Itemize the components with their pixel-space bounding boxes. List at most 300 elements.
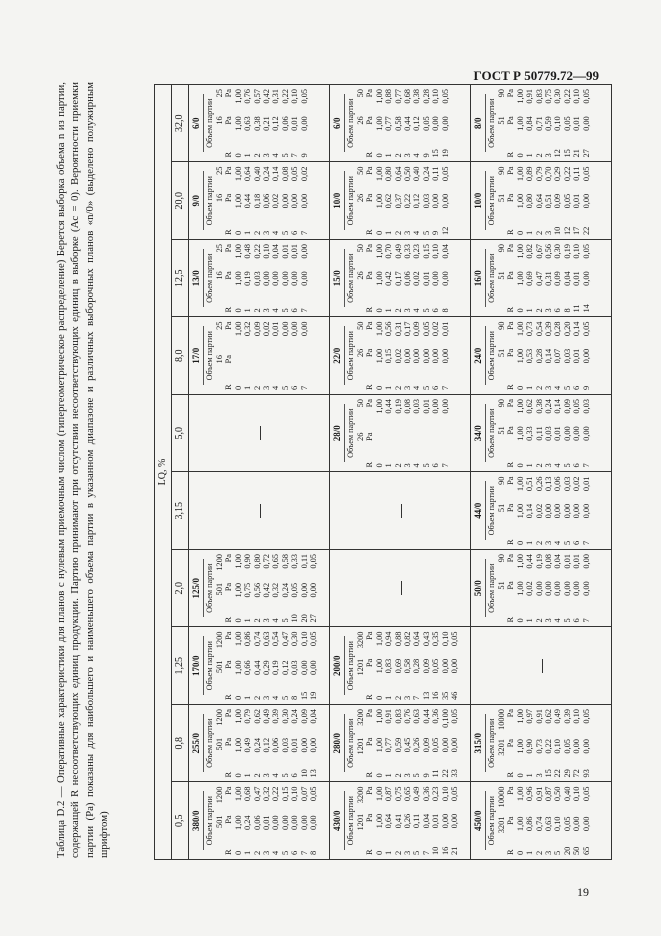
plan-underline: [202, 249, 204, 308]
value: 0,24: [290, 709, 300, 724]
value: 6: [290, 385, 300, 390]
value: 19: [440, 149, 450, 158]
value: 0,19: [243, 271, 253, 286]
value: 1: [243, 850, 253, 855]
value-row: [516, 166, 525, 237]
value: 0,39: [544, 321, 554, 337]
value-row: [431, 243, 440, 314]
value: 0,00: [299, 244, 309, 259]
value: 0,05: [562, 816, 572, 832]
value: 1,00: [233, 786, 243, 802]
value-row: [384, 321, 393, 392]
value: 0,14: [271, 166, 281, 182]
value: 0,44: [421, 709, 431, 724]
value: 5: [421, 463, 431, 468]
value: 0: [515, 463, 525, 468]
plan-cell: [189, 239, 329, 317]
value: 9: [421, 153, 431, 158]
lot-size: 90: [497, 554, 506, 563]
value: 0,00: [572, 503, 582, 519]
plan-underline: [343, 637, 345, 696]
lot-size: 16: [215, 116, 224, 125]
value-row: [412, 398, 421, 469]
value-header: Pa: [224, 355, 234, 364]
value: 0,14: [525, 503, 535, 519]
lot-size: 51: [497, 348, 506, 358]
value: 0,33: [290, 554, 300, 569]
value: 0,00: [581, 271, 591, 286]
plan-title: 50/0: [473, 580, 483, 597]
value: 5: [280, 308, 290, 313]
lot-size: 26: [356, 271, 365, 280]
value-header: R: [506, 384, 516, 390]
values-table: [215, 631, 318, 702]
value-row: [582, 786, 591, 857]
value: 0,10: [440, 631, 450, 647]
value: 0,54: [534, 321, 544, 337]
value: 0,00: [581, 581, 591, 596]
value: 5: [562, 463, 572, 468]
value: 1,00: [233, 737, 243, 753]
value: 0,00: [581, 348, 591, 364]
value: 0,04: [271, 244, 281, 259]
lot-size: 501: [215, 660, 224, 673]
dash-mark: [260, 426, 261, 440]
lot-sizes-row: [215, 631, 224, 702]
value: 27: [581, 149, 591, 158]
lot-sizes-row: [356, 708, 365, 779]
values-table: [497, 166, 591, 237]
value-header: R: [224, 616, 234, 623]
values-table: [356, 321, 450, 392]
plan-title: 34/0: [473, 425, 483, 442]
value: 0,91: [525, 89, 535, 104]
value: 10: [299, 769, 309, 778]
plan-cell: [330, 627, 470, 705]
value: 0,06: [252, 815, 262, 831]
value: 0,00: [450, 658, 460, 674]
value-row: [563, 243, 572, 314]
value-row: [290, 243, 299, 314]
value: 1: [384, 385, 394, 390]
value-header: Pa: [224, 815, 234, 824]
value: 5: [412, 773, 422, 778]
value: 1,00: [515, 89, 525, 104]
value: 0,01: [581, 476, 591, 492]
value-row: [431, 321, 440, 392]
values-table: [356, 398, 450, 469]
value: 1: [243, 153, 253, 158]
value: 0,00: [581, 739, 591, 754]
value: 0,01: [421, 399, 431, 414]
lot-sizes-row: [497, 88, 506, 159]
value: 0,83: [393, 709, 403, 724]
value: 0,56: [252, 582, 262, 598]
value-header-row: [224, 88, 233, 159]
value: 0,37: [393, 193, 403, 209]
value: 0,11: [572, 166, 582, 181]
lot-size-label: Объем партии: [346, 408, 355, 458]
value-header: Pa: [506, 739, 516, 748]
lot-size: [497, 840, 506, 856]
plan-underline: [202, 172, 204, 231]
value-row: [403, 398, 412, 469]
value: 1,00: [374, 89, 384, 104]
value: 1,00: [374, 244, 384, 259]
value-row: [262, 553, 271, 624]
value: 0,10: [431, 89, 441, 104]
value: 0,63: [262, 631, 272, 647]
value: 72: [572, 769, 582, 778]
value-header: Pa: [365, 166, 375, 175]
value-row: [262, 88, 271, 159]
value-header-row: [365, 243, 374, 314]
value: 0,28: [421, 89, 431, 104]
plan-underline: [202, 792, 204, 851]
value-row: [431, 708, 440, 779]
value: 3: [544, 618, 554, 623]
value: 1,00: [233, 321, 243, 337]
value: 5: [421, 230, 431, 235]
value: 1: [525, 540, 535, 545]
value: 0,24: [280, 582, 290, 598]
value: 9: [299, 153, 309, 158]
lot-size: 501: [215, 815, 224, 828]
value-row: [403, 321, 412, 392]
value: 5: [562, 385, 572, 390]
lot-size: 3201: [497, 739, 506, 756]
value: 0,80: [252, 554, 262, 569]
value: 0,38: [534, 399, 544, 414]
value: 0,22: [562, 89, 572, 104]
value: 0,70: [384, 244, 394, 259]
value: 6: [290, 230, 300, 235]
value: 0,00: [581, 426, 591, 441]
plan-title: 8/0: [473, 117, 483, 130]
value: 0,77: [384, 116, 394, 131]
lot-size-label: Объем партии: [487, 408, 496, 458]
value: [300, 354, 309, 375]
value: 0,97: [525, 709, 535, 724]
lot-size: 51: [497, 581, 506, 590]
value: 4: [271, 230, 281, 235]
lot-sizes-row: [356, 786, 365, 857]
lot-sizes-row: [356, 321, 365, 392]
lot-size: 26: [356, 348, 365, 358]
value: 0,00: [309, 582, 319, 598]
value: 3: [262, 773, 272, 778]
value-row: [281, 553, 290, 624]
value: 0,05: [309, 554, 319, 569]
value: 0,00: [553, 581, 563, 596]
value: 13: [309, 769, 319, 778]
plan-title: 280/0: [332, 733, 342, 754]
value: 1,00: [515, 193, 525, 209]
value: 0,70: [544, 166, 554, 182]
value: 2: [534, 618, 544, 623]
plan-underline: [484, 327, 486, 386]
value: 50: [572, 846, 582, 855]
lot-size-label: Объем партии: [205, 718, 214, 768]
value-row: [535, 166, 544, 237]
value: 0,59: [393, 737, 403, 753]
value-row: [290, 553, 299, 624]
value-row: [525, 553, 534, 624]
value: 0,01: [280, 244, 290, 259]
value-header-row: [506, 476, 515, 547]
lot-sizes-row: [215, 708, 224, 779]
plan-cell: [471, 239, 611, 317]
value: 6: [431, 308, 441, 313]
value: 2: [534, 385, 544, 390]
value: 0,33: [403, 244, 413, 259]
value: 3: [403, 385, 413, 390]
value: 0,00: [290, 815, 300, 831]
lq-column-label: 3,15: [172, 472, 188, 550]
lot-sizes-row: [497, 243, 506, 314]
value: 0,02: [534, 503, 544, 519]
value: 0,49: [553, 709, 563, 724]
value: 0,07: [299, 786, 309, 802]
values-table: [215, 243, 309, 314]
value-row: [535, 243, 544, 314]
value: 0,05: [440, 166, 450, 182]
value: 0: [233, 695, 243, 700]
value: 1: [384, 308, 394, 313]
value: 0,05: [562, 116, 572, 131]
values-table: [497, 88, 591, 159]
lot-size: [497, 143, 506, 159]
value-row: [525, 476, 534, 547]
value: [412, 432, 421, 453]
value: 2: [534, 463, 544, 468]
value: 2: [534, 308, 544, 313]
lot-size: 501: [215, 582, 224, 596]
lot-size-label: Объем партии: [205, 98, 214, 148]
lot-size: 3201: [497, 816, 506, 834]
value: 0,00: [290, 321, 300, 337]
value-row: [544, 166, 553, 237]
value: 0,15: [280, 786, 290, 802]
value: 0,00: [262, 271, 272, 286]
value-header: R: [224, 694, 234, 700]
value: 1,00: [233, 193, 243, 209]
value: 0,24: [421, 166, 431, 182]
value-header-row: [506, 243, 515, 314]
value-header: Pa: [365, 658, 375, 668]
value: 0: [374, 850, 384, 855]
value-header: R: [506, 771, 516, 778]
value: 0,00: [440, 116, 450, 131]
value: 0,05: [421, 116, 431, 131]
value-row: [535, 786, 544, 857]
value: 0,31: [393, 321, 403, 337]
value-row: [281, 243, 290, 314]
value: 0,05: [562, 193, 572, 209]
value-header-row: [365, 398, 374, 469]
value-header-row: [224, 553, 233, 624]
value-row: [412, 786, 421, 857]
lot-size-label: Объем партии: [346, 718, 355, 768]
value: 0,75: [544, 89, 554, 104]
value: 0,04: [440, 244, 450, 259]
value: 0,72: [262, 554, 272, 569]
value: 0,22: [252, 244, 262, 259]
value: 0,00: [431, 193, 441, 209]
value: 0,02: [525, 581, 535, 596]
value: 1,00: [374, 166, 384, 182]
value-header: Pa: [506, 476, 516, 485]
value-row: [553, 243, 562, 314]
value: 5: [412, 850, 422, 855]
value: 1: [525, 773, 535, 778]
value-header: Pa: [365, 631, 375, 640]
lq-column-label: 20,0: [172, 162, 188, 240]
value-header: Pa: [224, 244, 234, 253]
value-row: [431, 631, 440, 702]
value-header: Pa: [506, 271, 516, 280]
value: 0,26: [403, 813, 413, 829]
plan-underline: [484, 559, 486, 618]
value-header: Pa: [506, 244, 516, 253]
value: 0,19: [534, 554, 544, 569]
value-header: R: [365, 694, 375, 700]
value: 0: [374, 773, 384, 778]
value: 0,00: [280, 815, 290, 831]
plan-title: 24/0: [473, 347, 483, 364]
value: 0,09: [412, 321, 422, 337]
value: 0,82: [525, 244, 535, 259]
lot-sizes-row: [215, 88, 224, 159]
value-row: [582, 708, 591, 779]
value: 0,03: [421, 193, 431, 209]
value-row: [271, 88, 280, 159]
value: 2: [534, 850, 544, 855]
values-table: [497, 786, 591, 857]
value-header-row: [365, 88, 374, 159]
value: 3: [403, 308, 413, 313]
dash-mark: [401, 581, 402, 595]
value-header-row: [224, 166, 233, 237]
value-row: [281, 88, 290, 159]
lot-size: [215, 608, 224, 624]
lq-column-label: 0,5: [172, 782, 188, 860]
value-header: Pa: [224, 660, 234, 669]
lot-size: 26: [356, 432, 365, 441]
value: 0: [233, 618, 243, 623]
value-row: [290, 166, 299, 237]
value: 0,17: [403, 321, 413, 337]
value: 0,17: [393, 271, 403, 286]
value-row: [243, 243, 252, 314]
value: 0,10: [572, 244, 582, 259]
value: 1,00: [233, 166, 243, 182]
lot-sizes-row: [497, 553, 506, 624]
value-row: [290, 321, 299, 392]
value: 0,15: [421, 244, 431, 259]
value-header-row: [224, 631, 233, 702]
value: 1: [243, 385, 253, 390]
value: 0,03: [412, 399, 422, 414]
value-row: [525, 166, 534, 237]
value-row: [253, 553, 262, 624]
value: 0,09: [299, 709, 309, 724]
value-row: [234, 553, 243, 624]
plan-cell: [189, 85, 329, 162]
value-header: Pa: [365, 271, 375, 280]
lot-size: 3200: [356, 709, 365, 726]
value: 5: [280, 773, 290, 778]
value: 0,00: [581, 116, 591, 131]
plan-cell: [471, 549, 611, 627]
value: 0,24: [252, 737, 262, 753]
value: 0,07: [553, 348, 563, 364]
values-table: [356, 88, 450, 159]
value: 0,22: [271, 786, 281, 802]
dash-mark: [401, 504, 402, 518]
value: 0,86: [525, 816, 535, 832]
value: 7: [412, 695, 422, 700]
value-header: Pa: [224, 786, 234, 795]
value-header: Pa: [506, 426, 516, 435]
lot-size: 51: [497, 503, 506, 513]
value: 6: [572, 540, 582, 545]
value: 0,29: [262, 660, 272, 676]
value: 0,32: [262, 786, 272, 802]
value-header: R: [365, 461, 375, 468]
value-row: [253, 708, 262, 779]
value: [422, 432, 431, 453]
value-row: [441, 631, 450, 702]
lq-column-label: 32,0: [174, 114, 185, 132]
value: 0,65: [403, 786, 413, 802]
value: 0,20: [562, 321, 572, 337]
value: 0,11: [412, 813, 422, 829]
value: 0,00: [309, 737, 319, 753]
lot-sizes-row: [215, 553, 224, 624]
value: [243, 354, 252, 375]
value-row: [553, 88, 562, 159]
value-row: [544, 708, 553, 779]
value: 0,53: [525, 348, 535, 364]
lot-size: [497, 375, 506, 391]
value: 6: [290, 773, 300, 778]
value: 0,22: [562, 166, 572, 182]
value: 1,00: [515, 476, 525, 492]
value-row: [516, 321, 525, 392]
value-row: [243, 88, 252, 159]
value-header: Pa: [365, 321, 375, 330]
value: 1: [525, 153, 535, 158]
plan-title: 10/0: [473, 192, 483, 209]
value-row: [375, 786, 384, 857]
value: 0,26: [534, 476, 544, 492]
value: 0,69: [525, 271, 535, 286]
value: 0,19: [271, 660, 281, 676]
value-row: [582, 553, 591, 624]
lot-size-label: Объем партии: [346, 796, 355, 846]
value: 4: [271, 308, 281, 313]
plan-title: 16/0: [473, 270, 483, 287]
value: 0,58: [393, 116, 403, 131]
value: 7: [440, 385, 450, 390]
value-row: [384, 88, 393, 159]
lot-sizes-row: [356, 88, 365, 159]
value: 0,00: [572, 426, 582, 441]
value: 0,66: [243, 660, 253, 676]
values-table: [356, 631, 459, 702]
value-row: [271, 243, 280, 314]
